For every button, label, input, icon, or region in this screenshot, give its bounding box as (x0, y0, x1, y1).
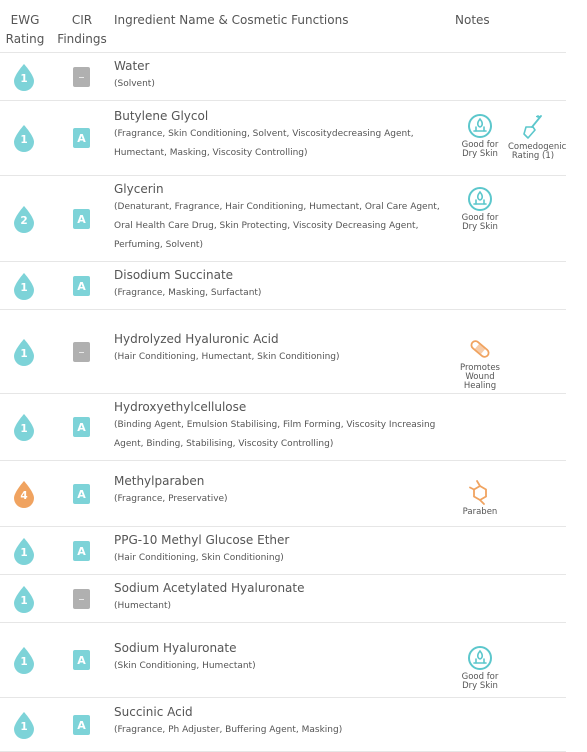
ingredient-name[interactable]: PPG-10 Methyl Glucose Ether (114, 533, 290, 547)
table-row (0, 698, 566, 752)
ewg-rating-drop-icon[interactable] (11, 63, 37, 91)
note-label-line: Comedogenic (508, 142, 567, 152)
note-dry-skin[interactable] (455, 645, 505, 691)
note-label (455, 214, 505, 232)
note-label-line: Paraben (462, 507, 498, 517)
ingredient-name[interactable]: Disodium Succinate (114, 268, 234, 282)
ewg-rating-drop-icon[interactable] (11, 124, 37, 152)
ingredient-name[interactable]: Sodium Hyaluronate (114, 641, 237, 655)
note-paraben[interactable] (455, 478, 505, 517)
note-label (455, 141, 505, 159)
dash-glyph (79, 77, 84, 78)
table-row (0, 310, 566, 394)
ewg-rating-drop-icon[interactable] (11, 585, 37, 613)
table-row (0, 623, 566, 698)
ewg-rating-drop-icon[interactable] (11, 480, 37, 508)
comedogenic-icon (508, 113, 558, 141)
cir-approved-badge[interactable]: A (73, 650, 90, 670)
cir-approved-badge[interactable]: A (73, 209, 90, 229)
ewg-score: 1 (20, 73, 28, 85)
ingredient-rows (0, 53, 566, 752)
ewg-rating-drop-icon[interactable] (11, 646, 37, 674)
note-dry-skin[interactable] (455, 113, 505, 159)
ingredient-name[interactable]: Hydrolyzed Hyaluronic Acid (114, 332, 279, 346)
table-row (0, 262, 566, 310)
ingredient-name[interactable]: Methylparaben (114, 474, 205, 488)
ewg-score: 4 (20, 490, 28, 502)
cosmetic-functions: (Fragrance, Preservative) (114, 494, 228, 504)
table-row (0, 394, 566, 461)
ingredient-name[interactable]: Sodium Acetylated Hyaluronate (114, 581, 305, 595)
note-label (455, 364, 505, 391)
cosmetic-functions: (Binding Agent, Emulsion Stabilising, Film Forming, Viscosity Increasing Agent, Binding, Stabilising, Viscosity Controlling) (114, 420, 436, 449)
note-label-line: Promotes (460, 363, 500, 373)
note-bandage[interactable] (455, 336, 505, 391)
dry-skin-icon (455, 645, 505, 671)
note-label (508, 142, 567, 161)
ewg-score: 1 (20, 348, 28, 360)
header-ewg-rating: EWG Rating (5, 13, 45, 46)
note-label-line: Good for (461, 672, 499, 682)
ewg-rating-drop-icon[interactable] (11, 205, 37, 233)
note-label-line: Healing (463, 381, 497, 391)
table-row (0, 53, 566, 101)
ewg-rating-drop-icon[interactable] (11, 338, 37, 366)
bandage-icon (455, 336, 505, 362)
cir-approved-badge[interactable]: A (73, 128, 90, 148)
note-label-line: Rating (1) (511, 151, 555, 161)
ewg-score: 1 (20, 423, 28, 435)
cosmetic-functions: (Denaturant, Fragrance, Hair Conditioning, Humectant, Oral Care Agent, Oral Health Care Drug, Skin Protecting, Viscosity Decreasing Agent, Perfuming, Solvent) (114, 202, 440, 250)
table-header (0, 0, 566, 53)
cosmetic-functions: (Hair Conditioning, Humectant, Skin Conditioning) (114, 352, 340, 362)
ewg-rating-drop-icon[interactable] (11, 537, 37, 565)
ingredient-name[interactable]: Hydroxyethylcellulose (114, 400, 247, 414)
cosmetic-functions: (Fragrance, Ph Adjuster, Buffering Agent, Masking) (114, 725, 343, 735)
header-notes: Notes (455, 13, 490, 27)
header-ingredient-name: Ingredient Name & Cosmetic Functions (114, 13, 349, 27)
ewg-rating-drop-icon[interactable] (11, 711, 37, 739)
note-label-line: Good for (461, 213, 499, 223)
cosmetic-functions: (Skin Conditioning, Humectant) (114, 661, 256, 671)
table-row (0, 527, 566, 575)
ingredient-name[interactable]: Glycerin (114, 182, 164, 196)
cir-approved-badge[interactable]: A (73, 715, 90, 735)
cosmetic-functions: (Hair Conditioning, Skin Conditioning) (114, 553, 284, 563)
ewg-score: 1 (20, 656, 28, 668)
dash-glyph (79, 599, 84, 600)
table-row (0, 461, 566, 527)
ewg-score: 1 (20, 547, 28, 559)
note-comedogenic[interactable] (508, 113, 567, 161)
cir-none-badge[interactable] (73, 67, 90, 87)
ewg-rating-drop-icon[interactable] (11, 413, 37, 441)
ewg-score: 1 (20, 282, 28, 294)
note-label-line: Dry Skin (462, 149, 498, 159)
dry-skin-icon (455, 113, 505, 139)
note-dry-skin[interactable] (455, 186, 505, 232)
cosmetic-functions: (Solvent) (114, 79, 155, 89)
header-cir-findings: CIR Findings (57, 13, 107, 46)
ewg-score: 1 (20, 134, 28, 146)
note-label-line: Dry Skin (462, 222, 498, 232)
ewg-score: 1 (20, 721, 28, 733)
cosmetic-functions: (Humectant) (114, 601, 172, 611)
cosmetic-functions: (Fragrance, Masking, Surfactant) (114, 288, 262, 298)
ewg-rating-drop-icon[interactable] (11, 272, 37, 300)
note-label (455, 508, 505, 517)
cir-approved-badge[interactable]: A (73, 541, 90, 561)
cir-none-badge[interactable] (73, 342, 90, 362)
note-label-line: Dry Skin (462, 681, 498, 691)
ingredient-name[interactable]: Water (114, 59, 150, 73)
ingredient-name[interactable]: Butylene Glycol (114, 109, 209, 123)
cir-none-badge[interactable] (73, 589, 90, 609)
cosmetic-functions: (Fragrance, Skin Conditioning, Solvent, Viscositydecreasing Agent, Humectant, Masking, Viscosity Controlling) (114, 129, 414, 158)
dash-glyph (79, 352, 84, 353)
cir-approved-badge[interactable]: A (73, 484, 90, 504)
ingredient-name[interactable]: Succinic Acid (114, 705, 193, 719)
table-row (0, 176, 566, 262)
paraben-icon (455, 478, 505, 506)
ewg-score: 1 (20, 595, 28, 607)
cir-approved-badge[interactable]: A (73, 276, 90, 296)
table-row (0, 575, 566, 623)
ewg-score: 2 (20, 215, 28, 227)
note-label-line: Wound (465, 372, 495, 382)
cir-approved-badge[interactable]: A (73, 417, 90, 437)
note-label (455, 673, 505, 691)
table-row (0, 101, 566, 176)
note-label-line: Good for (461, 140, 499, 150)
dry-skin-icon (455, 186, 505, 212)
